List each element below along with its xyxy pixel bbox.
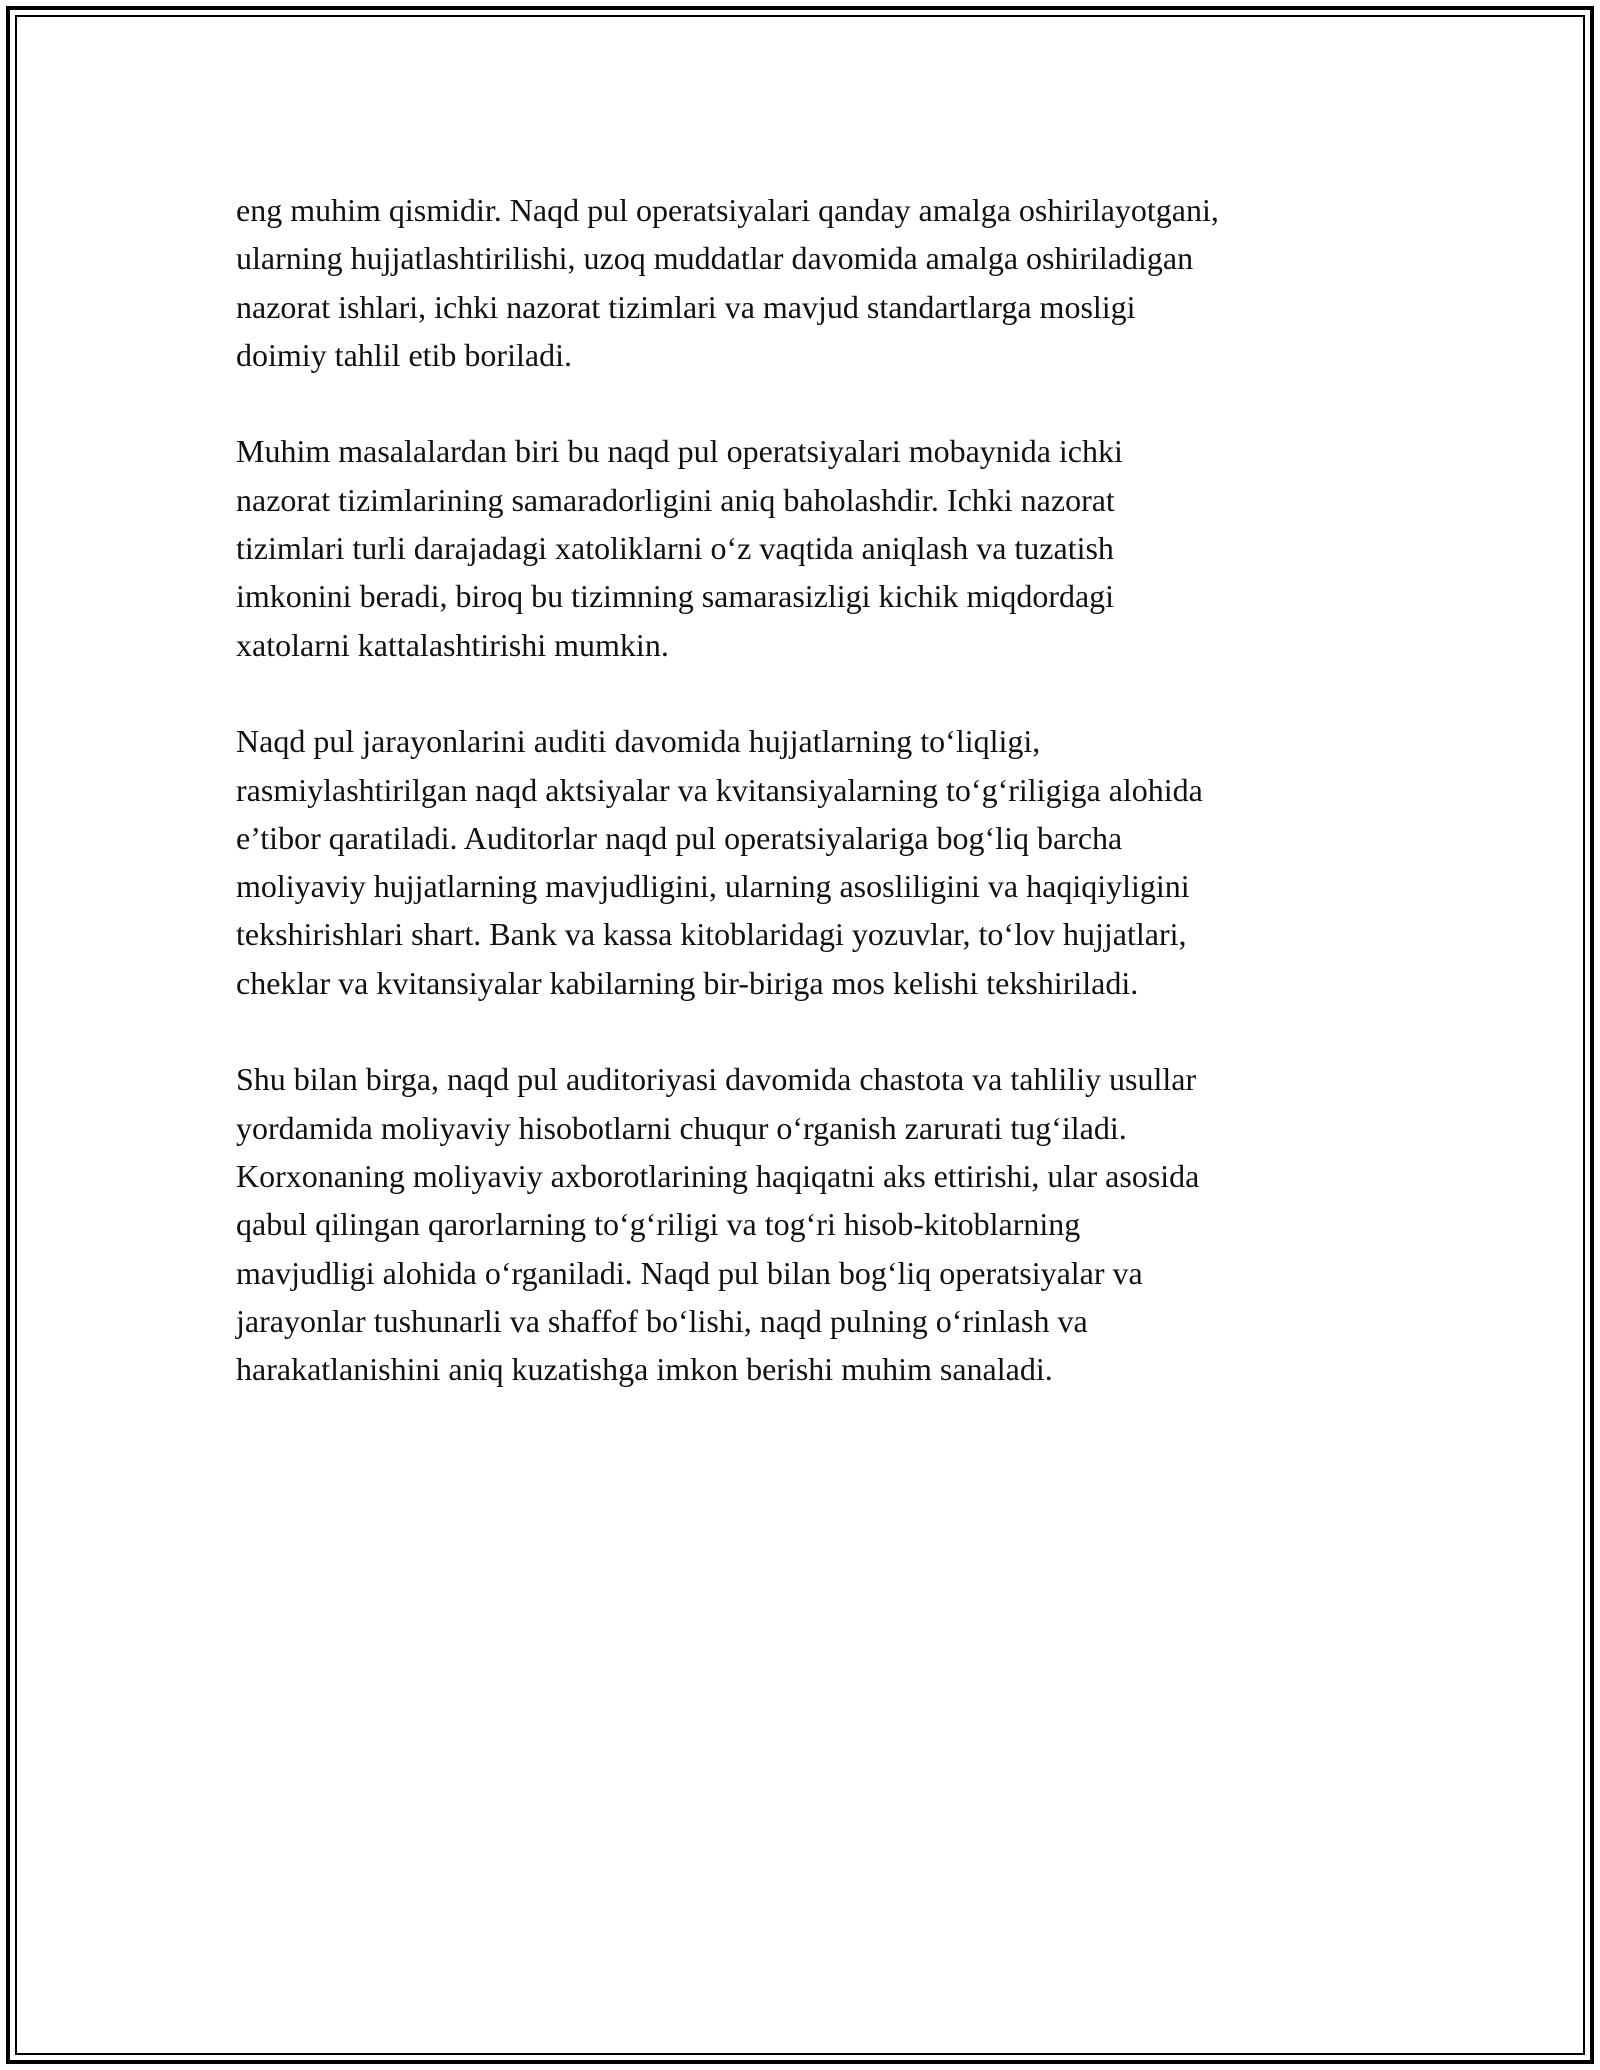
- text-line: rasmiylashtirilgan naqd aktsiyalar va kvitansiyalarning to‘g‘riligiga alohida: [236, 771, 1203, 808]
- document-body: [236, 186, 1386, 1442]
- text-line: Naqd pul jarayonlarini auditi davomida hujjatlarning to‘liqligi,: [236, 723, 1041, 760]
- text-line: yordamida moliyaviy hisobotlarni chuqur o‘rganish zarurati tug‘iladi.: [236, 1109, 1127, 1146]
- text-line: tizimlari turli darajadagi xatoliklarni o‘z vaqtida aniqlash va tuzatish: [236, 530, 1114, 567]
- text-line: tekshirishlari shart. Bank va kassa kitoblaridagi yozuvlar, to‘lov hujjatlari,: [236, 916, 1187, 953]
- paragraph-2: [236, 427, 1386, 668]
- text-line: mavjudligi alohida o‘rganiladi. Naqd pul bilan bog‘liq operatsiyalar va: [236, 1254, 1143, 1291]
- text-line: ularning hujjatlashtirilishi, uzoq muddatlar davomida amalga oshiriladigan: [236, 240, 1194, 277]
- paragraph-1: [236, 186, 1386, 379]
- text-line: harakatlanishini aniq kuzatishga imkon berishi muhim sanaladi.: [236, 1351, 1053, 1388]
- text-line: eng muhim qismidir. Naqd pul operatsiyalari qanday amalga oshirilayotgani,: [236, 192, 1219, 228]
- text-line: qabul qilingan qarorlarning to‘g‘riligi va tog‘ri hisob-kitoblarning: [236, 1206, 1081, 1243]
- text-line: xatolarni kattalashtirishi mumkin.: [236, 626, 669, 663]
- paragraph-3: [236, 717, 1386, 1007]
- text-line: nazorat tizimlarining samaradorligini aniq baholashdir. Ichki nazorat: [236, 481, 1115, 518]
- text-line: moliyaviy hujjatlarning mavjudligini, ularning asosliligini va haqiqiyligini: [236, 868, 1190, 905]
- paragraph-4: [236, 1055, 1386, 1393]
- text-line: Shu bilan birga, naqd pul auditoriyasi davomida chastota va tahliliy usullar: [236, 1061, 1197, 1098]
- text-line: imkonini beradi, biroq bu tizimning samarasizligi kichik miqdordagi: [236, 578, 1115, 615]
- text-line: Korxonaning moliyaviy axborotlarining haqiqatni aks ettirishi, ular asosida: [236, 1157, 1200, 1194]
- text-line: e’tibor qaratiladi. Auditorlar naqd pul operatsiyalariga bog‘liq barcha: [236, 819, 1123, 856]
- text-line: cheklar va kvitansiyalar kabilarning bir-biriga mos kelishi tekshiriladi.: [236, 964, 1139, 1001]
- text-line: Muhim masalalardan biri bu naqd pul operatsiyalari mobaynida ichki: [236, 433, 1123, 470]
- text-line: nazorat ishlari, ichki nazorat tizimlari va mavjud standartlarga mosligi: [236, 288, 1136, 325]
- text-line: doimiy tahlil etib boriladi.: [236, 336, 572, 373]
- text-line: jarayonlar tushunarli va shaffof bo‘lishi, naqd pulning o‘rinlash va: [236, 1302, 1088, 1339]
